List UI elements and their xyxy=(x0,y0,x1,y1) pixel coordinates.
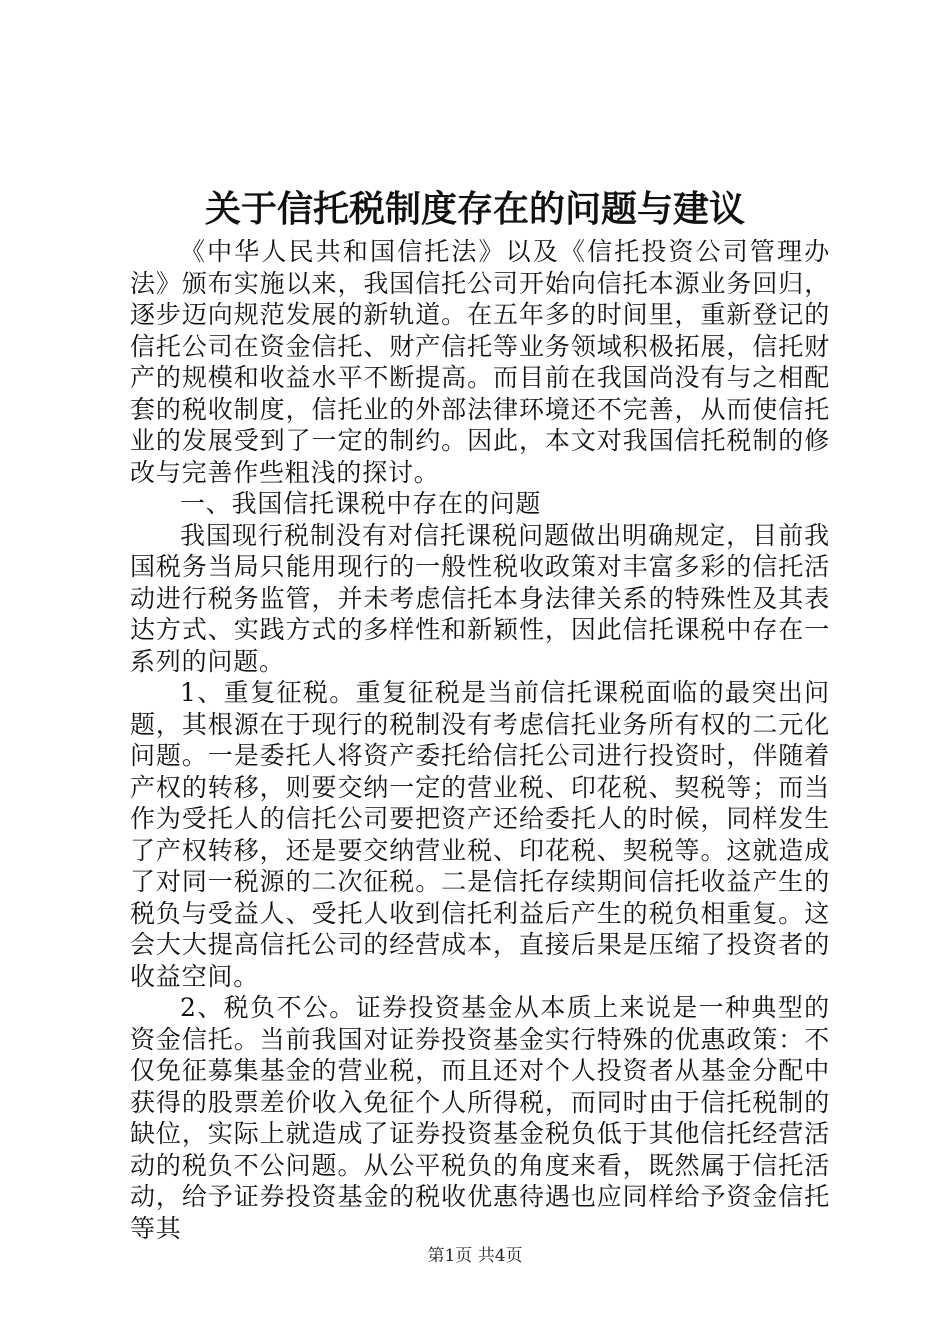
section-paragraph: 我国现行税制没有对信托课税问题做出明确规定，目前我国税务当局只能用现行的一般性税收政策对丰富多彩的信托活动进行税务监管，并未考虑信托本身法律关系的特殊性及其表达方式、实践方式的多样性和新颖性，因此信托课税中存在一系列的问题。 xyxy=(130,520,830,676)
page-footer: 第1页 共4页 xyxy=(427,1246,523,1266)
document-body xyxy=(130,236,830,1244)
point-1-paragraph: 1、重复征税。重复征税是当前信托课税面临的最突出问题，其根源在于现行的税制没有考虑信托业务所有权的二元化问题。一是委托人将资产委托给信托公司进行投资时，伴随着产权的转移，则要交纳一定的营业税、印花税、契税等；而当作为受托人的信托公司要把资产还给委托人的时候，同样发生了产权转移，还是要交纳营业税、印花税、契税等。这就造成了对同一税源的二次征税。二是信托存续期间信托收益产生的税负与受益人、受托人收到信托利益后产生的税负相重复。这会大大提高信托公司的经营成本，直接后果是压缩了投资者的收益空间。 xyxy=(130,678,830,991)
section-heading: 一、我国信托课税中存在的问题 xyxy=(180,489,542,518)
intro-paragraph: 《中华人民共和国信托法》以及《信托投资公司管理办法》颁布实施以来，我国信托公司开始向信托本源业务回归，逐步迈向规范发展的新轨道。在五年多的时间里，重新登记的信托公司在资金信托、财产信托等业务领域积极拓展，信托财产的规模和收益水平不断提高。而目前在我国尚没有与之相配套的税收制度，信托业的外部法律环境还不完善，从而使信托业的发展受到了一定的制约。因此，本文对我国信托税制的修改与完善作些粗浅的探讨。 xyxy=(130,237,830,487)
document-title: 关于信托税制度存在的问题与建议 xyxy=(204,188,745,230)
point-2-paragraph: 2、税负不公。证券投资基金从本质上来说是一种典型的资金信托。当前我国对证券投资基金实行特殊的优惠政策：不仅免征募集基金的营业税，而且还对个人投资者从基金分配中获得的股票差价收入免征个人所得税，而同时由于信托税制的缺位，实际上就造成了证券投资基金税负低于其他信托经营活动的税负不公问题。从公平税负的角度来看，既然属于信托活动，给予证券投资基金的税收优惠待遇也应同样给予资金信托等其 xyxy=(130,993,830,1243)
